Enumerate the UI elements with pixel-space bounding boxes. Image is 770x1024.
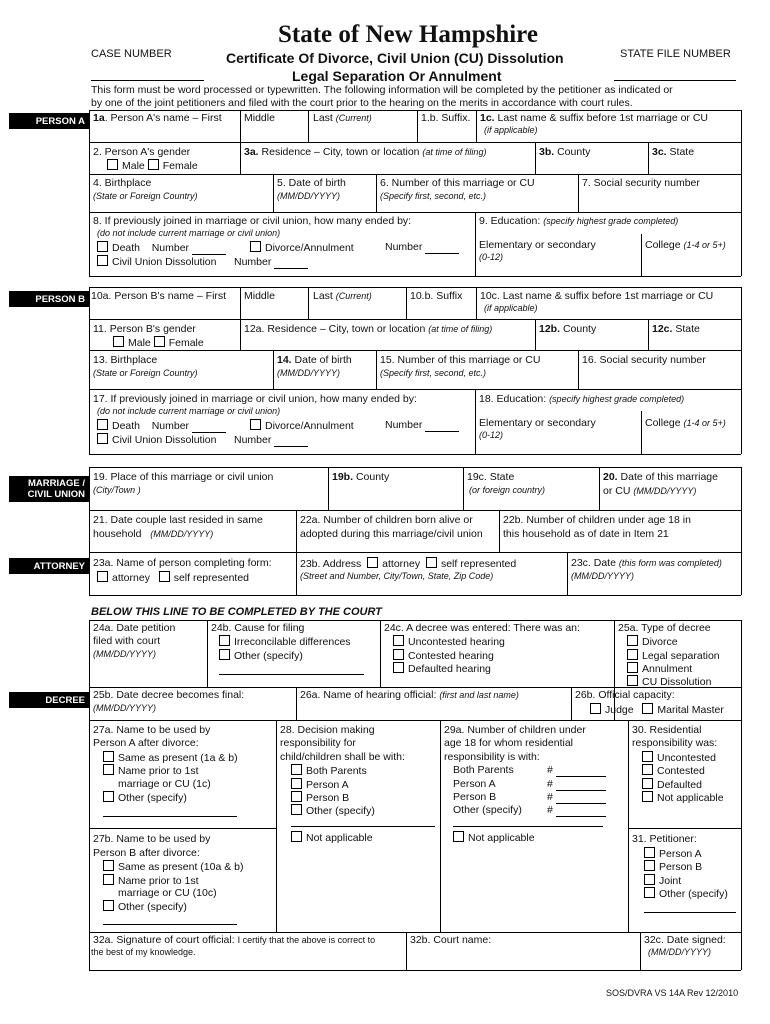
field-9-label: 9. Education: (specify highest grade completed) [479, 215, 679, 227]
name-prior-b-checkbox[interactable] [103, 874, 114, 885]
residential-person-b: Person B [453, 791, 497, 803]
joint-checkbox[interactable] [644, 874, 655, 885]
field-3a-label: 3a. Residence – City, town or location (at time of filing) [244, 146, 487, 158]
ended-divorce-b[interactable]: Divorce/Annulment [250, 419, 354, 433]
field-25b-note: (MM/DD/YYYY) [93, 703, 156, 713]
cu-dissolution-decree-checkbox[interactable] [627, 675, 638, 686]
field-19b-label: 19b. County [332, 471, 390, 483]
field-7-label: 7. Social security number [582, 177, 700, 189]
section-attorney: ATTORNEY [9, 558, 89, 574]
field-10c-label: 10c. Last name & suffix before 1st marriage or CU [480, 290, 714, 302]
field-32c-note: (MM/DD/YYYY) [648, 947, 711, 957]
field-29a-line2: age 18 for whom residential [444, 737, 573, 749]
ended-death-a[interactable]: Death Number [97, 241, 226, 255]
name-b-same[interactable]: Same as present (10a & b) [103, 860, 243, 874]
decision-not-applicable[interactable]: Not applicable [291, 831, 373, 845]
field-19-label: 19. Place of this marriage or civil union [93, 471, 274, 483]
other-a-checkbox[interactable] [103, 791, 114, 802]
elementary-label-b: Elementary or secondary [479, 417, 596, 429]
gender-options-b[interactable]: Male Female [113, 336, 204, 350]
not-applicable-checkbox[interactable] [291, 831, 302, 842]
field-27a-label: 27a. Name to be used by [93, 724, 211, 736]
field-1a-middle: Middle [244, 112, 275, 124]
field-25b-label: 25b. Date decree becomes final: [93, 689, 245, 701]
field-23b-note: (Street and Number, City/Town, State, Zip Code) [300, 571, 494, 581]
death-checkbox[interactable] [97, 419, 108, 430]
field-17-label: 17. If previously joined in marriage or civil union, how many ended by: [93, 393, 417, 405]
attorney-checkbox[interactable] [97, 571, 108, 582]
field-26b-label: 26b. Official capacity: [575, 689, 675, 701]
petitioner-b[interactable]: Person B [644, 860, 702, 874]
field-13-note: (State or Foreign Country) [93, 368, 198, 378]
contested-30-checkbox[interactable] [642, 764, 653, 775]
field-28-label: 28. Decision making [280, 724, 375, 736]
field-32a-label: 32a. Signature of court official: I certify that the above is correct to [93, 934, 376, 946]
defaulted-30-checkbox[interactable] [642, 778, 653, 789]
field-13-label: 13. Birthplace [93, 354, 158, 366]
res-contested[interactable]: Contested [642, 764, 705, 778]
cu-dissolution-checkbox[interactable] [97, 433, 108, 444]
res-not-applicable[interactable]: Not applicable [642, 791, 724, 805]
petitioner-other[interactable]: Other (specify) [644, 887, 728, 901]
field-15-label: 15. Number of this marriage or CU [380, 354, 541, 366]
field-21-label: 21. Date couple last resided in same [93, 514, 263, 526]
instructions-line-1: This form must be word processed or typewritten. The following information will be completed by the petitioner as indicated or [91, 84, 673, 96]
elementary-label-a: Elementary or secondary [479, 239, 596, 251]
field-3c-label: 3c. State [652, 146, 695, 158]
person-b-checkbox[interactable] [291, 791, 302, 802]
field-10b-label: 10.b. Suffix [410, 290, 463, 302]
name-b-other[interactable]: Other (specify) [103, 900, 187, 914]
annulment-checkbox[interactable] [627, 662, 638, 673]
cu-dissolution-checkbox[interactable] [97, 255, 108, 266]
field-24a-label: 24a. Date petition [93, 622, 176, 634]
college-label-a: College (1-4 or 5+) [645, 239, 726, 251]
field-22a-line2: adopted during this marriage/civil union [300, 528, 483, 540]
field-20-line2: or CU (MM/DD/YYYY) [603, 485, 697, 497]
residential-b-count[interactable]: # [547, 791, 606, 804]
name-a-prior[interactable]: Name prior to 1st [103, 764, 199, 778]
res-uncontested[interactable]: Uncontested [642, 751, 716, 765]
field-22b-line2: this household as of date in Item 21 [503, 528, 669, 540]
form-footer-code: SOS/DVRA VS 14A Rev 12/2010 [606, 988, 739, 998]
self-address-checkbox[interactable] [426, 557, 437, 568]
field-17-note: (do not include current marriage or civil union) [97, 406, 281, 416]
field-22a-label: 22a. Number of children born alive or [300, 514, 473, 526]
instructions-line-2: by one of the joint petitioners and filed with the court prior to the hearing on the merits in accordance with court rules. [91, 97, 633, 109]
field-20-label: 20. Date of this marriage [603, 471, 718, 483]
field-32c-label: 32c. Date signed: [644, 934, 726, 946]
field-1a-label: 1a. Person A's name – First [93, 112, 222, 124]
both-parents-checkbox[interactable] [291, 764, 302, 775]
residential-other: Other (specify) [453, 804, 522, 816]
hearing-contested[interactable]: Contested hearing [393, 649, 494, 663]
field-19-note: (City/Town ) [93, 485, 141, 495]
field-14-note: (MM/DD/YYYY) [277, 368, 340, 378]
cause-other[interactable]: Other (specify) [219, 649, 303, 663]
field-21-line2: household (MM/DD/YYYY) [93, 528, 214, 540]
male-checkbox[interactable] [113, 336, 124, 347]
petitioner-a-checkbox[interactable] [644, 847, 655, 858]
male-checkbox[interactable] [107, 159, 118, 170]
field-10c-note: (if applicable) [484, 303, 538, 313]
field-5-note: (MM/DD/YYYY) [277, 191, 340, 201]
divorce-checkbox[interactable] [250, 241, 261, 252]
self-represented-checkbox[interactable] [159, 571, 170, 582]
residential-not-applicable[interactable]: Not applicable [453, 831, 535, 845]
name-prior-a-checkbox[interactable] [103, 764, 114, 775]
field-27b-label: 27b. Name to be used by [93, 833, 211, 845]
field-12c-label: 12c. State [652, 323, 700, 335]
female-checkbox[interactable] [154, 336, 165, 347]
petitioner-a[interactable]: Person A [644, 847, 702, 861]
name-a-prior-line2: marriage or CU (1c) [118, 778, 211, 790]
decree-cu-dissolution[interactable]: CU Dissolution [627, 675, 711, 689]
field-1b-label: 1.b. Suffix. [421, 112, 471, 124]
irreconcilable-checkbox[interactable] [219, 635, 230, 646]
field-23b-label: 23b. Address attorney self represented [300, 558, 517, 570]
court-heading: BELOW THIS LINE TO BE COMPLETED BY THE COURT [91, 606, 382, 618]
petitioner-b-checkbox[interactable] [644, 860, 655, 871]
death-checkbox[interactable] [97, 241, 108, 252]
field-2-label: 2. Person A's gender [93, 146, 191, 158]
not-applicable-29-checkbox[interactable] [453, 831, 464, 842]
divorce-checkbox[interactable] [250, 419, 261, 430]
field-29a-line3: responsibility is with: [444, 751, 540, 763]
same-as-present-a-checkbox[interactable] [103, 751, 114, 762]
other-decision-checkbox[interactable] [291, 804, 302, 815]
section-decree: DECREE [9, 692, 89, 708]
decision-both[interactable]: Both Parents [291, 764, 367, 778]
ended-divorce-a[interactable]: Divorce/Annulment [250, 241, 354, 255]
ended-death-b[interactable]: Death Number [97, 419, 226, 433]
decree-divorce[interactable]: Divorce [627, 635, 678, 649]
name-b-prior[interactable]: Name prior to 1st [103, 874, 199, 888]
field-18-label: 18. Education: (specify highest grade completed) [479, 393, 685, 405]
field-10a-middle: Middle [244, 290, 275, 302]
field-12b-label: 12b. County [539, 323, 597, 335]
not-applicable-30-checkbox[interactable] [642, 791, 653, 802]
name-a-other[interactable]: Other (specify) [103, 791, 187, 805]
field-24a-line2: filed with court [93, 635, 161, 647]
uncontested-30-checkbox[interactable] [642, 751, 653, 762]
field-6-label: 6. Number of this marriage or CU [380, 177, 535, 189]
field-8-label: 8. If previously joined in marriage or civil union, how many ended by: [93, 215, 412, 227]
field-10a-last: Last (Current) [313, 290, 372, 302]
field-19c-note: (or foreign country) [469, 485, 546, 495]
field-5-label: 5. Date of birth [277, 177, 346, 189]
field-24c-label: 24c. A decree was entered: There was an: [384, 622, 580, 634]
decision-person-b[interactable]: Person B [291, 791, 349, 805]
field-23c-note: (MM/DD/YYYY) [571, 571, 634, 581]
decision-person-a[interactable]: Person A [291, 778, 349, 792]
residential-person-a: Person A [453, 778, 496, 790]
petitioner-joint[interactable]: Joint [644, 874, 681, 888]
field-23a-label: 23a. Name of person completing form: [93, 557, 272, 569]
cause-irreconcilable[interactable]: Irreconcilable differences [219, 635, 351, 649]
decree-annulment[interactable]: Annulment [627, 662, 692, 676]
decision-other[interactable]: Other (specify) [291, 804, 375, 818]
field-14-label: 14. Date of birth [277, 354, 352, 366]
form-title: State of New Hampshire [278, 21, 538, 48]
gender-options-a[interactable]: Male Female [107, 159, 198, 173]
field-11-label: 11. Person B's gender [93, 323, 196, 335]
field-29a-label: 29a. Number of children under [444, 724, 586, 736]
legal-separation-checkbox[interactable] [627, 649, 638, 660]
ended-divorce-number-a[interactable]: Number [385, 241, 459, 254]
field-4-label: 4. Birthplace [93, 177, 152, 189]
judge-checkbox[interactable] [590, 703, 601, 714]
hearing-uncontested[interactable]: Uncontested hearing [393, 635, 505, 649]
elementary-note-a: (0-12) [479, 252, 504, 262]
field-32b-label: 32b. Court name: [410, 934, 492, 946]
field-1a-last: Last (Current) [313, 112, 372, 124]
field-24a-note: (MM/DD/YYYY) [93, 649, 156, 659]
state-file-number-line[interactable] [614, 80, 736, 81]
section-marriage: MARRIAGE / CIVIL UNION [9, 476, 89, 502]
capacity-options[interactable]: Judge Marital Master [590, 703, 724, 717]
field-27b-line2: Person B after divorce: [93, 847, 200, 859]
field-4-note: (State or Foreign Country) [93, 191, 198, 201]
other-cause-checkbox[interactable] [219, 649, 230, 660]
field-15-note: (Specify first, second, etc.) [380, 368, 487, 378]
section-person-a: PERSON A [9, 113, 89, 129]
field-26a-label: 26a. Name of hearing official: (first and last name) [300, 689, 519, 701]
field-32a-line2: the best of my knowledge. [91, 947, 196, 957]
residential-a-count[interactable]: # [547, 778, 606, 791]
uncontested-checkbox[interactable] [393, 635, 404, 646]
case-number-label: CASE NUMBER [91, 48, 172, 60]
field-23c-label: 23c. Date (this form was completed) [571, 557, 722, 569]
attorney-address-checkbox[interactable] [367, 557, 378, 568]
field-8-note: (do not include current marriage or civil union) [97, 228, 281, 238]
field-10a-label: 10a. Person B's name – First [91, 290, 227, 302]
field-6-note: (Specify first, second, etc.) [380, 191, 487, 201]
field-28-line3: child/children shall be with: [280, 751, 405, 763]
field-3b-label: 3b. County [539, 146, 591, 158]
field-27a-line2: Person A after divorce: [93, 737, 199, 749]
ended-cu-b[interactable]: Civil Union Dissolution Number [97, 433, 308, 447]
completer-options[interactable]: attorney self represented [97, 571, 249, 585]
form-subtitle-2: Legal Separation Or Annulment [292, 68, 502, 84]
residential-both-count[interactable]: # [547, 764, 606, 777]
field-1c-label: 1c. Last name & suffix before 1st marriage or CU [480, 112, 709, 124]
contested-checkbox[interactable] [393, 649, 404, 660]
college-label-b: College (1-4 or 5+) [645, 417, 726, 429]
field-12a-label: 12a. Residence – City, town or location (at time of filing) [244, 323, 493, 335]
name-a-same[interactable]: Same as present (1a & b) [103, 751, 238, 765]
female-checkbox[interactable] [148, 159, 159, 170]
section-person-b: PERSON B [9, 291, 89, 307]
name-b-prior-line2: marriage or CU (10c) [118, 887, 217, 899]
petitioner-other-checkbox[interactable] [644, 887, 655, 898]
field-30-line2: responsibility was: [632, 737, 718, 749]
field-30-label: 30. Residential [632, 724, 702, 736]
hearing-defaulted[interactable]: Defaulted hearing [393, 662, 491, 676]
defaulted-checkbox[interactable] [393, 662, 404, 673]
field-16-label: 16. Social security number [582, 354, 706, 366]
marital-master-checkbox[interactable] [642, 703, 653, 714]
field-31-label: 31. Petitioner: [632, 833, 697, 845]
field-22b-label: 22b. Number of children under age 18 in [503, 514, 691, 526]
field-25a-label: 25a. Type of decree [618, 622, 711, 634]
field-1c-note: (if applicable) [484, 125, 538, 135]
case-number-line[interactable] [91, 80, 204, 81]
residential-both: Both Parents [453, 764, 514, 776]
divorce-decree-checkbox[interactable] [627, 635, 638, 646]
decree-legal-separation[interactable]: Legal separation [627, 649, 720, 663]
same-as-present-b-checkbox[interactable] [103, 860, 114, 871]
person-a-checkbox[interactable] [291, 778, 302, 789]
field-24b-label: 24b. Cause for filing [211, 622, 305, 634]
state-file-number-label: STATE FILE NUMBER [620, 48, 731, 60]
ended-divorce-number-b[interactable]: Number [385, 419, 459, 432]
other-b-checkbox[interactable] [103, 900, 114, 911]
form-subtitle: Certificate Of Divorce, Civil Union (CU) Dissolution [226, 50, 564, 66]
res-defaulted[interactable]: Defaulted [642, 778, 702, 792]
ended-cu-a[interactable]: Civil Union Dissolution Number [97, 255, 308, 269]
field-19c-label: 19c. State [467, 471, 515, 483]
elementary-note-b: (0-12) [479, 430, 504, 440]
residential-other-count[interactable]: # [547, 804, 606, 817]
field-28-line2: responsibility for [280, 737, 356, 749]
